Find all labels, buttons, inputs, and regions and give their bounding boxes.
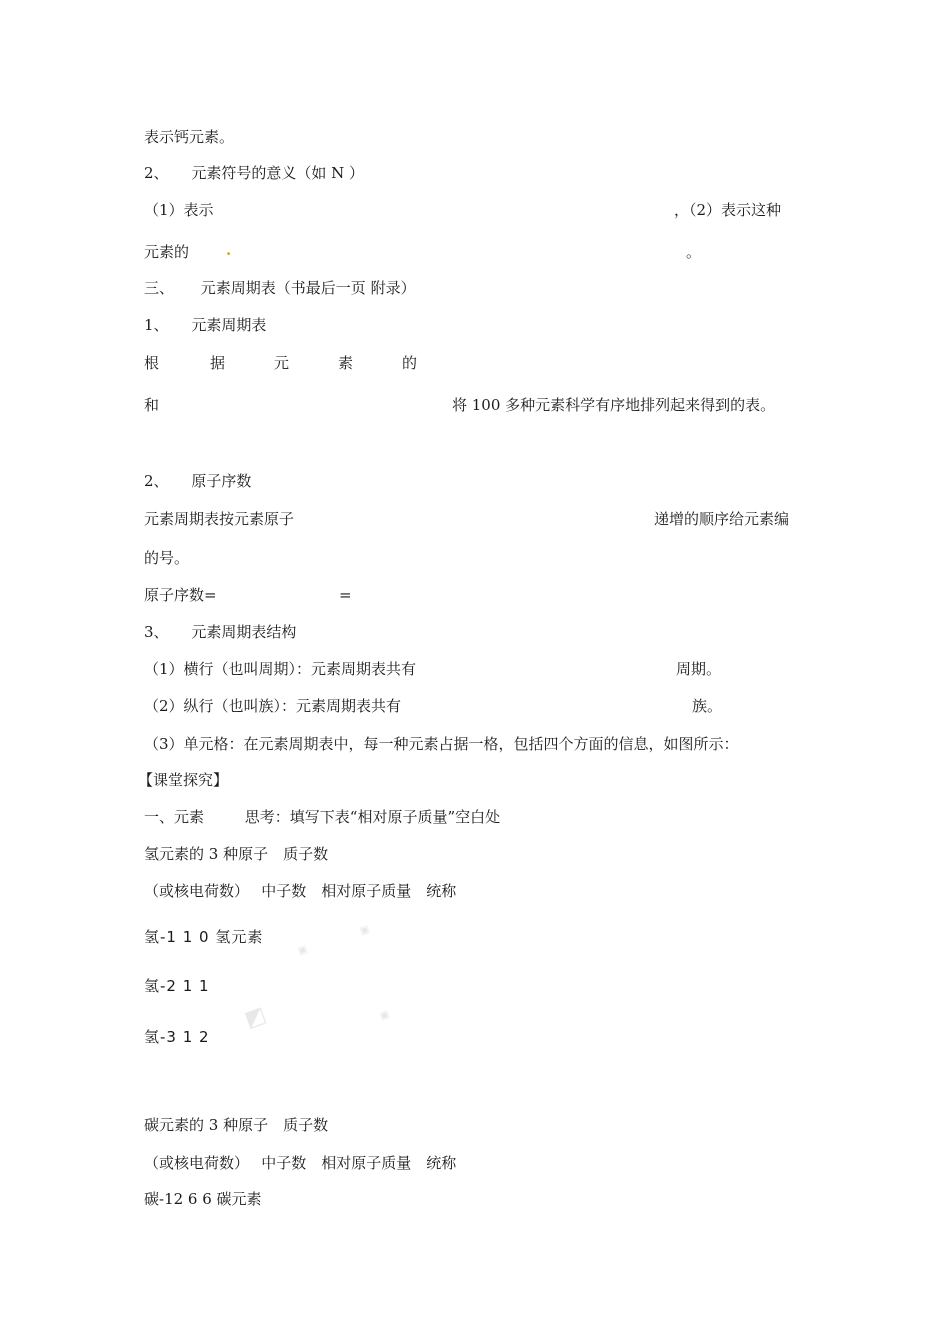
item-number: 2、: [144, 164, 169, 182]
item-number: 2、: [144, 472, 169, 490]
table-header-line: （或核电荷数） 中子数 相对原子质量 统称: [144, 1154, 457, 1172]
text-line: 递增的顺序给元素编: [654, 510, 790, 528]
section-item: [144, 315, 266, 335]
watermark-logo: ◩: [241, 1002, 270, 1033]
char: 据: [210, 354, 226, 372]
text-line: 元素周期表按元素原子: [144, 510, 295, 528]
text-line: （3）单元格：在元素周期表中，每一种元素占据一格，包括四个方面的信息，如图所示：: [144, 735, 739, 753]
text-line: （1）横行（也叫周期）：元素周期表共有: [144, 660, 417, 678]
section-number: 三、: [144, 279, 175, 297]
char: 的: [402, 354, 418, 372]
table-row: 氢-2 1 1: [144, 977, 210, 995]
section-item: [144, 622, 296, 642]
item-title: 原子序数: [191, 472, 252, 490]
item-title: 元素周期表: [191, 316, 267, 334]
section-title: 元素周期表（书最后一页 附录）: [200, 279, 416, 297]
text-line: 表示钙元素。: [144, 128, 235, 146]
text-line: 的号。: [144, 549, 190, 567]
text-line: 族。: [692, 697, 723, 715]
text-line: 。: [686, 243, 702, 261]
section-label: 一、元素: [144, 808, 205, 826]
text-mark: .: [226, 241, 232, 259]
text-line: 将 100 多种元素科学有序地排列起来得到的表。: [452, 396, 776, 414]
text-line: （1）表示: [144, 201, 214, 219]
text-line: 元素的: [144, 243, 190, 261]
item-title: 元素周期表结构: [191, 623, 297, 641]
item-number: 3、: [144, 623, 169, 641]
table-row: 碳-12 6 6 碳元素: [144, 1190, 262, 1208]
table-header-line: 碳元素的 3 种原子 质子数: [144, 1116, 329, 1134]
char: 元: [274, 354, 290, 372]
text-line: 和: [144, 396, 160, 414]
table-header-line: 氢元素的 3 种原子 质子数: [144, 845, 329, 863]
section-item: [144, 163, 364, 183]
section-heading: [144, 278, 416, 298]
text-line: 周期。: [676, 660, 722, 678]
watermark: ▣: [358, 923, 372, 938]
text-line: [144, 807, 500, 827]
text-line: ，（2）表示这种: [674, 201, 782, 219]
char: 根: [144, 354, 160, 372]
text-line: 原子序数=: [144, 586, 217, 604]
item-number: 1、: [144, 316, 169, 334]
watermark: ▣: [296, 943, 310, 958]
item-title: 元素符号的意义（如 N ）: [191, 164, 364, 182]
watermark: ▣: [378, 1008, 392, 1023]
section-heading: 【课堂探究】: [138, 771, 229, 789]
table-row: 氢-3 1 2: [144, 1028, 210, 1046]
table-header-line: （或核电荷数） 中子数 相对原子质量 统称: [144, 882, 457, 900]
section-item: [144, 471, 251, 491]
table-row: 氢-1 1 0 氢元素: [144, 928, 264, 946]
prompt-text: 思考：填写下表“相对原子质量”空白处: [244, 808, 501, 826]
text-line: =: [339, 586, 352, 604]
char: 素: [338, 354, 354, 372]
text-line: （2）纵行（也叫族）：元素周期表共有: [144, 697, 402, 715]
